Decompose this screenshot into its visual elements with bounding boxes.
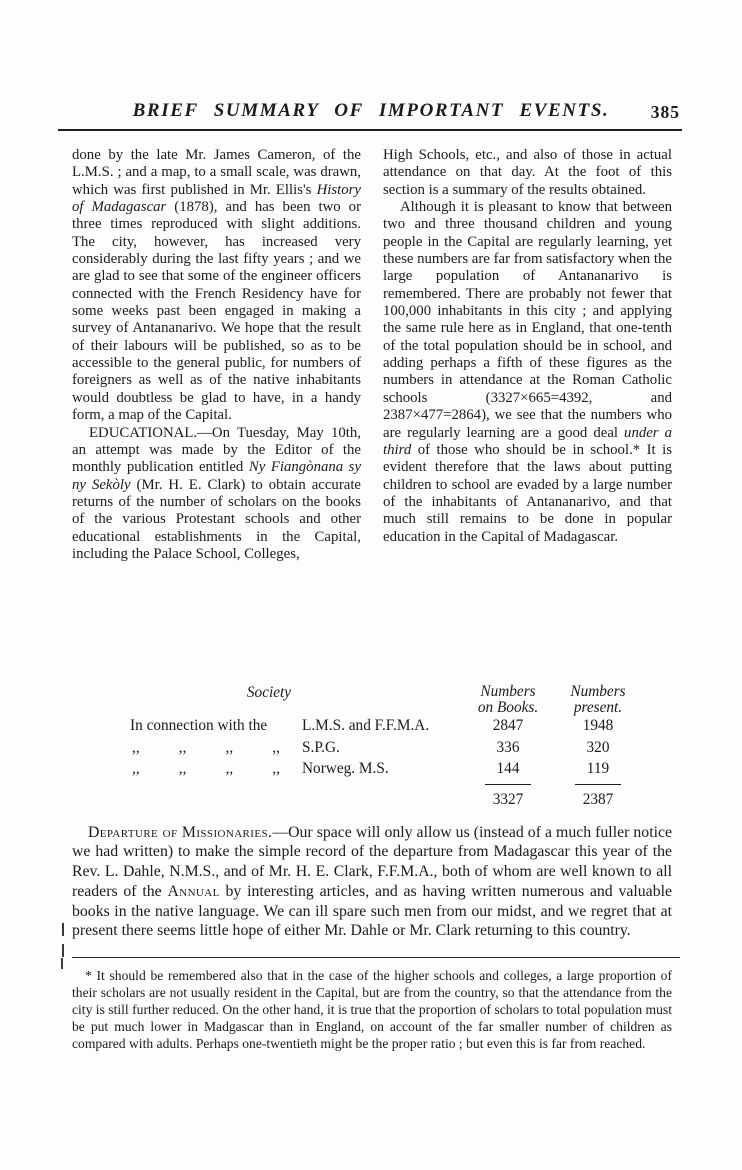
ditto-marks: ,, ,, ,, ,, bbox=[132, 760, 280, 777]
page-content bbox=[72, 147, 672, 1066]
present-total: 2387 bbox=[546, 781, 650, 810]
paragraph-departure-of-missionaries: Departure of Missionaries.—Our space will only allow us (instead of a much fuller notice we had written) to make the simple record of the departure from Madagascar this year of the Rev. L. Dahle, N.M.S., and of Mr. H. E. Clark, F.F.M.A., both of whom are well known to all readers of the Annual by interesting articles, and as having written numerous and valuable books in the native language. We can ill spare such men from our midst, and we regret that at present there seems little hope of either Mr. Dahle or Mr. Clark returning to this country. bbox=[72, 823, 672, 940]
header-rule bbox=[58, 129, 682, 131]
table-row bbox=[130, 715, 672, 737]
column-header-present: Numbers present. bbox=[570, 683, 626, 716]
paragraph-schools-continued: High Schools, etc., and also of those in actual attendance on that day. At the foot of this section is a summary of the results obtained. bbox=[383, 147, 672, 198]
row-lead-text: In connection with the bbox=[130, 717, 268, 734]
footnote-rule bbox=[72, 957, 680, 958]
paragraph-attendance-analysis: Although it is pleasant to know that between two and three thousand children and young people in the Capital are regularly learning, yet these numbers are far from satisfactory when the large population of Antananarivo is remembered. There are probably not fewer that 100,000 inhabitants in this city ; and applying the same rule here as in England, that one-tenth of the total population should be in school, and adding perhaps a fifth of these figures as the numbers in attendance at the Roman Catholic schools (3327×665=4392, and 2387×477=2864), we see that the numbers who are regularly learning are a good deal under a third of those who should be in school.* It is evident therefore that the laws about putting children to school are evaded by a large number of the inhabitants of Antananarivo, and that much still remains to be done in popular education in the Capital of Madagascar. bbox=[383, 199, 672, 545]
scan-artifact-mark bbox=[62, 923, 64, 936]
text-columns bbox=[72, 147, 672, 684]
books-value: 336 bbox=[496, 738, 520, 756]
books-value: 2847 bbox=[492, 717, 524, 734]
column-header-society: Society bbox=[246, 684, 292, 701]
society-name: Norweg. M.S. bbox=[302, 760, 389, 777]
paragraph-map-survey: done by the late Mr. James Cameron, of the L.M.S. ; and a map, to a small scale, was drawn, which was first published in Mr. Ellis's History of Madagascar (1878), and has been two or three times reproduced with slight additions. The city, however, has increased very considerably during the last fifty years ; and we are glad to see that some of the engineer officers connected with the French Residency have for some weeks past been engaged in making a survey of Antananarivo. We hope that the result of their labours will be published, so as to be accessible to the general public, for numbers of foreigners as well as of the native inhabitants would doubtless be glad to have, in a handy form, a map of the Capital. bbox=[72, 147, 361, 424]
society-name: L.M.S. and F.F.M.A. bbox=[302, 717, 430, 734]
footnote-text: * It should be remembered also that in the case of the higher schools and colleges, a large proportion of their scholars are not usually resident in the Capital, but are from the country, so that the attendance from the city is still further reduced. On the other hand, it is true that the proportion of scholars to total population must be put much lower in Madgascar than in England, on account of the far smaller number of children as compared with adults. Perhaps one-twentieth might be the proper ratio ; but even this is far from reached. bbox=[72, 968, 672, 1052]
column-header-books: Numbers on Books. bbox=[477, 683, 539, 716]
right-column bbox=[383, 147, 672, 684]
table-row bbox=[130, 737, 672, 759]
present-value: 1948 bbox=[582, 717, 614, 734]
scholars-table-header bbox=[130, 684, 672, 715]
scholars-table bbox=[130, 684, 672, 810]
total-rule bbox=[575, 784, 621, 785]
books-value: 144 bbox=[496, 760, 520, 777]
table-totals-row bbox=[130, 781, 672, 810]
ditto-marks: ,, ,, ,, ,, bbox=[132, 738, 280, 756]
present-value: 119 bbox=[586, 760, 610, 777]
page-title: BRIEF SUMMARY OF IMPORTANT EVENTS. bbox=[132, 100, 610, 121]
books-total: 3327 bbox=[470, 781, 546, 810]
total-rule bbox=[485, 784, 531, 785]
scan-artifact-mark bbox=[61, 958, 63, 969]
left-column bbox=[72, 147, 361, 684]
scan-artifact-mark bbox=[62, 944, 64, 957]
running-head bbox=[60, 100, 682, 122]
paragraph-educational: EDUCATIONAL.—On Tuesday, May 10th, an attempt was made by the Editor of the monthly publication entitled Ny Fiangònana sy ny Sekòly (Mr. H. E. Clark) to obtain accurate returns of the number of scholars on the books of the various Protestant schools and other educational establishments in the Capital, including the Palace School, Colleges, bbox=[72, 424, 362, 562]
present-value: 320 bbox=[586, 738, 610, 756]
society-name: S.P.G. bbox=[302, 738, 340, 756]
page-number: 385 bbox=[650, 102, 680, 122]
table-row bbox=[130, 758, 672, 780]
